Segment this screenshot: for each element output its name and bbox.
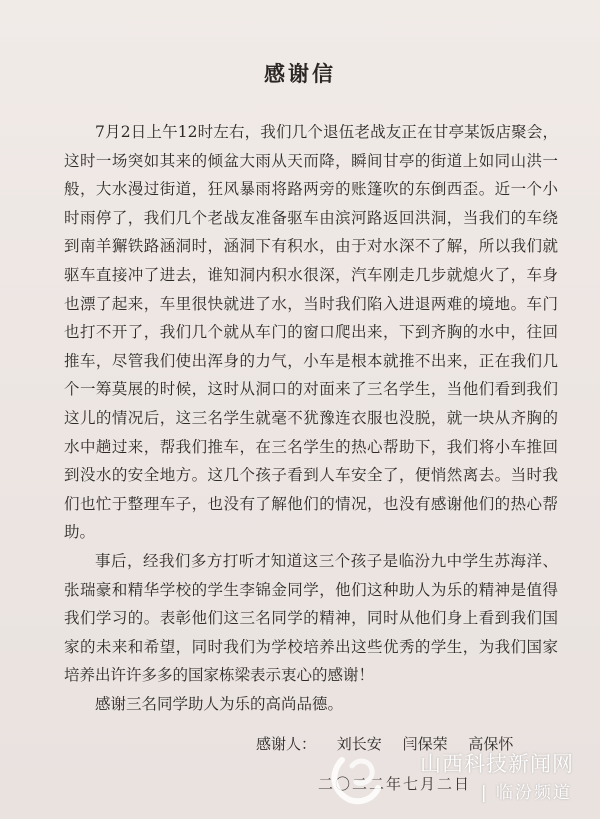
signer-2: 闫保荣: [402, 735, 448, 753]
letter-date: 二〇二二年七月二日: [318, 775, 472, 793]
watermark-site-name: 山西科技新闻网: [420, 752, 574, 776]
letter-title: 感谢信: [264, 61, 336, 86]
letter-body: [64, 118, 558, 718]
letter-paragraph-3: 感谢三名同学助人为乐的高尚品德。: [95, 694, 344, 713]
signer-1: 刘长安: [336, 735, 382, 753]
signer-3: 高保怀: [468, 735, 514, 753]
letter-paragraph-2: 事后，经我们多方打听才知道这三个孩子是临汾九中学生苏海洋、张瑞豪和精华学校的学生李锦金同学，他们这种助人为乐的精神是值得我们学习的。表彰他们这三名同学的精神，同时从他们身上看到我们国家的未来和希望，同时我们为学校培养出这些优秀的学生，为我们国家培养出许许多多的国家栋梁表示衷心的感谢！: [64, 551, 558, 685]
sxkjw-logo-icon: [328, 752, 388, 806]
signature-label: 感谢人：: [256, 735, 317, 753]
site-watermark: [314, 748, 574, 808]
watermark-channel: | 临汾频道: [480, 783, 572, 803]
letter-paragraph-1: 7月2日上午12时左右，我们几个退伍老战友正在甘亭某饭店聚会，这时一场突如其来的倾盆大雨从天而降，瞬间甘亭的街道上如同山洪一般，大水漫过街道，狂风暴雨将路两旁的账篷吹的东倒西歪。近一个小时雨停了，我们几个老战友准备驱车由滨河路返回洪洞，当我们的车绕到南羊獬铁路涵洞时，涵洞下有积水，由于对水深不了解，所以我们就驱车直接冲了进去，谁知洞内积水很深，汽车刚走几步就熄火了，车身也漂了起来，车里很快就进了水，当时我们陷入进退两难的境地。车门也打不开了，我们几个就从车门的窗口爬出来，下到齐胸的水中，往回推车，尽管我们使出浑身的力气，小车是根本就推不出来，正在我们几个一筹莫展的时候，这时从洞口的对面来了三名学生，当他们看到我们这儿的情况后，这三名学生就毫不犹豫连衣服也没脱，就一块从齐胸的水中趟过来，帮我们推车，在三名学生的热心帮助下，我们将小车推回到没水的安全地方。这几个孩子看到人车安全了，便悄然离去。当时我们也忙于整理车子，也没有了解他们的情况，也没有感谢他们的热心帮助。: [64, 123, 558, 542]
